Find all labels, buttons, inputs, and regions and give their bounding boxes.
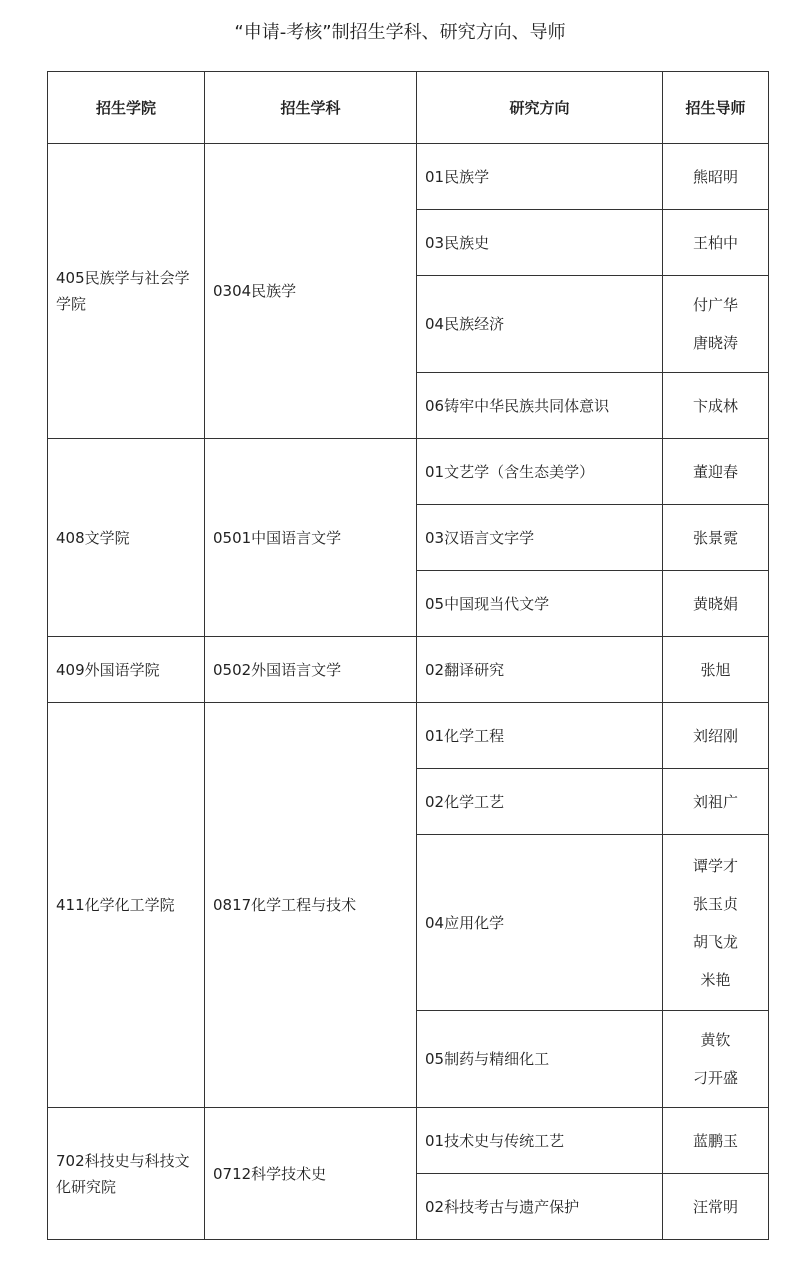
supervisor-cell (663, 637, 769, 703)
header-discipline: 招生学科 (205, 72, 417, 144)
discipline-cell: 0502外国语言文学 (205, 637, 417, 703)
supervisor-cell (663, 373, 769, 439)
direction-cell: 01文艺学（含生态美学） (417, 439, 663, 505)
college-cell: 409外国语学院 (48, 637, 205, 703)
supervisor-cell (663, 835, 769, 1011)
discipline-cell: 0712科学技术史 (205, 1108, 417, 1240)
supervisor-cell (663, 1011, 769, 1108)
supervisor-name: 刁开盛 (692, 1069, 738, 1087)
supervisor-name: 刘绍刚 (692, 726, 738, 745)
supervisor-cell (663, 276, 769, 373)
table-row (48, 703, 769, 769)
supervisor-cell (663, 703, 769, 769)
college-cell: 702科技史与科技文化研究院 (48, 1108, 205, 1240)
supervisor-cell (663, 505, 769, 571)
direction-cell: 03汉语言文字学 (417, 505, 663, 571)
supervisor-name: 付广华 (692, 296, 738, 314)
supervisor-cell (663, 1108, 769, 1174)
direction-cell: 05中国现当代文学 (417, 571, 663, 637)
supervisor-name: 胡飞龙 (692, 932, 738, 951)
supervisor-name: 张景霓 (692, 528, 738, 547)
table-row (48, 439, 769, 505)
supervisor-name: 卞成林 (692, 396, 738, 415)
discipline-cell: 0501中国语言文学 (205, 439, 417, 637)
direction-cell: 06铸牢中华民族共同体意识 (417, 373, 663, 439)
header-direction: 研究方向 (417, 72, 663, 144)
table-row (48, 144, 769, 210)
supervisor-cell (663, 210, 769, 276)
college-cell: 405民族学与社会学学院 (48, 144, 205, 439)
supervisor-name: 谭学才 (692, 856, 738, 875)
supervisor-name: 董迎春 (692, 462, 738, 481)
header-row (48, 72, 769, 144)
supervisor-cell (663, 1174, 769, 1240)
header-supervisor: 招生导师 (663, 72, 769, 144)
admission-table (47, 71, 769, 1240)
direction-cell: 03民族史 (417, 210, 663, 276)
discipline-cell: 0304民族学 (205, 144, 417, 439)
direction-cell: 02化学工艺 (417, 769, 663, 835)
direction-cell: 01化学工程 (417, 703, 663, 769)
supervisor-name: 米艳 (700, 970, 731, 989)
direction-cell: 05制药与精细化工 (417, 1011, 663, 1108)
supervisor-name: 张玉贞 (692, 894, 738, 913)
direction-cell: 02科技考古与遗产保护 (417, 1174, 663, 1240)
discipline-cell: 0817化学工程与技术 (205, 703, 417, 1108)
table-row (48, 1108, 769, 1174)
supervisor-name: 张旭 (700, 660, 731, 679)
direction-cell: 02翻译研究 (417, 637, 663, 703)
college-cell: 408文学院 (48, 439, 205, 637)
supervisor-name: 黄晓娟 (692, 594, 738, 613)
supervisor-name: 汪常明 (692, 1197, 738, 1216)
direction-cell: 04民族经济 (417, 276, 663, 373)
direction-cell: 01民族学 (417, 144, 663, 210)
supervisor-name: 唐晓涛 (692, 334, 738, 352)
college-cell: 411化学化工学院 (48, 703, 205, 1108)
supervisor-name: 蓝鹏玉 (692, 1131, 738, 1150)
supervisor-name: 刘祖广 (692, 792, 738, 811)
header-college: 招生学院 (48, 72, 205, 144)
supervisor-cell (663, 144, 769, 210)
direction-cell: 01技术史与传统工艺 (417, 1108, 663, 1174)
supervisor-name: 黄钦 (700, 1031, 731, 1049)
page-title: “申请-考核”制招生学科、研究方向、导师 (234, 22, 566, 43)
supervisor-cell (663, 571, 769, 637)
supervisor-name: 王柏中 (692, 233, 738, 252)
direction-cell: 04应用化学 (417, 835, 663, 1011)
supervisor-name: 熊昭明 (692, 167, 738, 186)
supervisor-cell (663, 439, 769, 505)
supervisor-cell (663, 769, 769, 835)
table-row (48, 637, 769, 703)
